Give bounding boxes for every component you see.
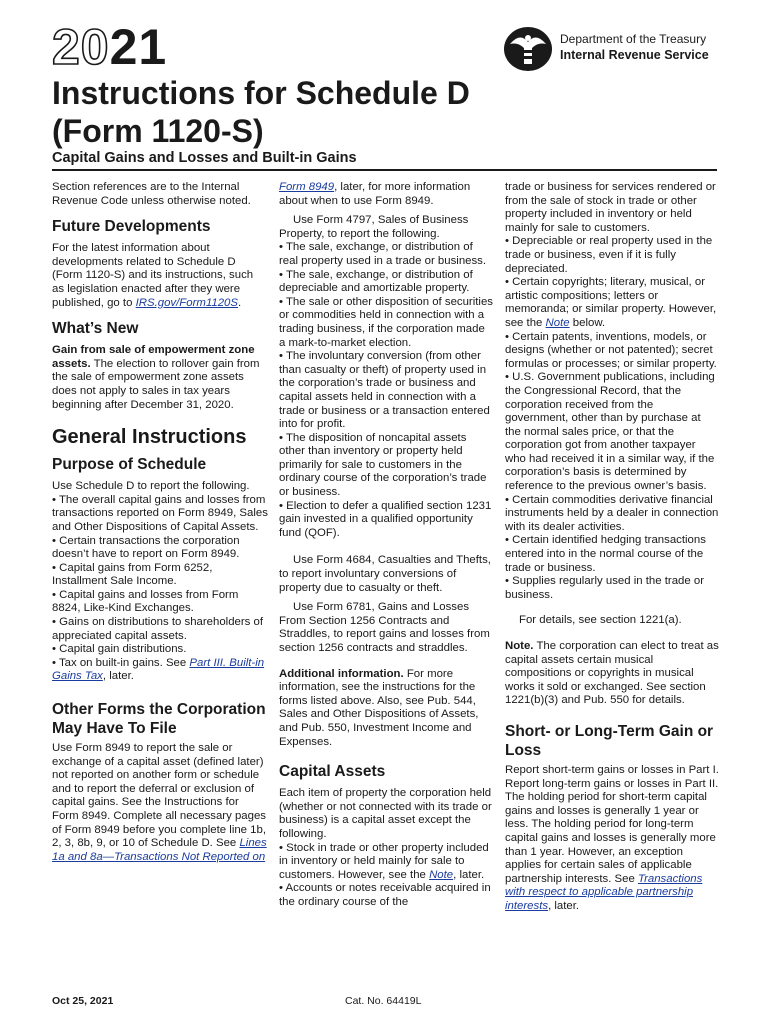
other-forms-body: Use Form 8949 to report the sale or exchange of a capital asset (defined later) not reported on another form or schedule and to report the deferral or exclusion of capital gains. See the Instructions for Form 8949. Complete all necessary pages of Form 8949 before you complete line 1b, 2, 3, 8b, 9, or 10 of Schedule D. See <box>52 742 267 850</box>
list-item: • Certain patents, inventions, models, or designs (whether or not patented); secret formulas or processes; or similar property. <box>505 330 717 370</box>
whats-new-heading: What’s New <box>52 320 139 338</box>
list-item: • Certain transactions the corporation doesn’t have to report on Form 8949. <box>52 534 240 561</box>
note-text: The corporation can elect to treat as capital assets certain musical compositions or copyrights in musical works it sold or exchanged. See section 1221(b)(3) and Pub. 550 for details. <box>505 640 719 707</box>
note-link[interactable]: Note <box>545 316 570 329</box>
list-item: • Capital gain distributions. <box>52 643 187 656</box>
year-outline: 20 <box>52 19 110 75</box>
other-forms-heading: Other Forms the Corporation May Have To File <box>52 701 266 738</box>
form-year <box>52 19 168 75</box>
list-item: • Certain identified hedging transactions entered into in the normal course of the trade or business. <box>505 534 706 574</box>
short-long-term-text <box>505 764 719 914</box>
title-rule-divider <box>52 169 717 171</box>
details-paragraph: For details, see section 1221(a). <box>519 614 682 627</box>
form-8949-paragraph <box>279 181 493 208</box>
title-line-2: (Form 1120-S) <box>52 113 264 149</box>
list-item: • Election to defer a qualified section 1231 gain invested in a qualified opportunity fund (QOF). <box>279 499 492 539</box>
column-2 <box>279 181 493 910</box>
copyrights-text: • Certain copyrights; literary, musical, or artistic compositions; letters or memoranda; or similar property. However, see the <box>505 276 717 329</box>
lines-1a-8a-link[interactable]: Lines 1a and 8a—Transactions Not Reported on <box>52 837 267 863</box>
short-long-term-heading: Short- or Long-Term Gain or Loss <box>505 722 714 759</box>
list-item <box>52 657 268 684</box>
empowerment-zone-paragraph <box>52 344 268 412</box>
additional-information-label: Additional information. <box>279 667 404 680</box>
future-developments-heading: Future Developments <box>52 218 211 236</box>
future-developments-text: For the latest information about developments related to Schedule D (Form 1120-S) and its instructions, such as legislation enacted after they were published, go to IRS.gov/Form1120S. <box>52 242 254 309</box>
footer-date: Oct 25, 2021 <box>52 995 114 1007</box>
list-item: • The overall capital gains and losses from transactions reported on Form 8949, Sales and Other Dispositions of Capital Assets. <box>52 493 268 533</box>
general-instructions-heading: General Instructions <box>52 426 247 449</box>
form-4797-paragraph: Use Form 4797, Sales of Business Property, to report the following. <box>279 214 469 240</box>
partnership-interests-link[interactable]: Transactions with respect to applicable partnership interests <box>505 872 703 912</box>
purpose-of-schedule-heading: Purpose of Schedule <box>52 456 207 474</box>
built-in-gains-tax-link[interactable]: Part III. Built-in Gains Tax <box>52 656 265 683</box>
empowerment-zone-text: The election to rollover gain from the sale of empowerment zone assets does not apply to sales in tax years beginning after December 31, 2020. <box>52 357 260 411</box>
section-reference-note: Section references are to the Internal Revenue Code unless otherwise noted. <box>52 181 251 207</box>
document-title <box>52 74 470 150</box>
list-item: • U.S. Government publications, including the Congressional Record, that the corporation received from the government, other than by purchase at the normal sales price, or that the corporation got from another taxpayer who had received it in a similar way, if the corporation’s basis is determined by reference to the previous owner’s basis. <box>505 371 715 493</box>
list-item: • Accounts or notes receivable acquired in the ordinary course of the <box>279 882 491 908</box>
copyrights-end: below. <box>572 316 606 329</box>
form-8949-text: , later, for more information about when to use Form 8949. <box>279 181 471 207</box>
list-item: • Certain commodities derivative financial instruments held by a dealer in connection with its dealer activities. <box>505 493 719 533</box>
continued-paragraph: trade or business for services rendered or from the sale of stock in trade or other property included in inventory or held mainly for sale to customers. <box>505 181 716 234</box>
column-3 <box>505 181 719 914</box>
stock-in-trade-text: • Stock in trade or other property included in inventory or held mainly for sale to customers. However, see the <box>279 841 489 881</box>
short-long-end: , later. <box>548 899 580 912</box>
list-item: • The sale, exchange, or distribution of depreciable and amortizable property. <box>279 268 473 295</box>
list-item <box>505 276 719 330</box>
capital-assets-heading: Capital Assets <box>279 763 386 781</box>
department-name: Department of the Treasury <box>560 32 707 46</box>
short-long-body: Report short-term gains or losses in Part I. Report long-term gains or losses in Part II. The holding period for short-term capital gains and losses is generally 1 year or less. The holding period for long-term capital gains and losses is generally more than 1 year. However, an exception applies for certain sales of applicable partnership interests. See <box>505 763 719 885</box>
built-in-gains-end: , later. <box>102 670 134 683</box>
purpose-text: Use Schedule D to report the following. <box>52 480 250 493</box>
list-item: • The sale, exchange, or distribution of real property used in a trade or business. <box>279 241 487 267</box>
title-line-1: Instructions for Schedule D <box>52 75 470 111</box>
note-label: Note. <box>505 640 534 652</box>
empowerment-zone-label: Gain from sale of empowerment zone assets. <box>52 344 255 370</box>
additional-information-text: For more information, see the instructions for the forms listed above. Also, see Pub. 544, Sales and Other Dispositions of Assets, and Pub. 550, Investment Income and Expenses. <box>279 667 479 748</box>
capital-assets-text: Each item of property the corporation held (whether or not connected with its trade or business) is a capital asset except the following. <box>279 787 492 840</box>
future-text: For the latest information about developments related to Schedule D (Form 1120-S) and its instructions, such as legislation enacted after they were published, go to <box>52 242 254 309</box>
irs-eagle-logo-icon <box>502 24 554 74</box>
list-item: • The sale or other disposition of securities or commodities held in connection with a trading business, if the corporation made a mark-to-market election. <box>279 295 493 349</box>
stock-in-trade-end: , later. <box>453 868 485 881</box>
note-link[interactable]: Note <box>429 868 454 881</box>
form-4684-paragraph: Use Form 4684, Casualties and Thefts, to report involuntary conversions of property due to casualty or theft. <box>279 554 491 594</box>
built-in-gains-text: • Tax on built-in gains. See <box>52 656 187 669</box>
agency-name: Internal Revenue Service <box>560 48 709 62</box>
list-item: • Capital gains from Form 6252, Installment Sale Income. <box>52 561 213 588</box>
form-6781-paragraph: Use Form 6781, Gains and Losses From Section 1256 Contracts and Straddles, to report gains and losses from section 1256 contracts and straddles. <box>279 601 490 654</box>
other-forms-text <box>52 742 268 864</box>
list-item: • The disposition of noncapital assets other than inventory or property held primarily for sale to customers in the ordinary course of the corporation’s trade or business. <box>279 431 487 499</box>
year-solid: 21 <box>109 19 168 75</box>
list-item: • The involuntary conversion (from other than casualty or theft) of property used in the corporation’s trade or business and capital assets held in connection with a trade or business or a transaction entered into for profit. <box>279 350 490 431</box>
list-item <box>279 842 493 883</box>
list-item: • Supplies regularly used in the trade or business. <box>505 575 705 601</box>
column-1 <box>52 181 268 864</box>
irs-form1120s-link[interactable]: IRS.gov/Form1120S <box>135 296 238 309</box>
document-subtitle: Capital Gains and Losses and Built-in Gains <box>52 150 357 166</box>
additional-information-paragraph <box>279 668 493 750</box>
form-8949-link[interactable]: Form 8949 <box>279 181 335 193</box>
note-paragraph <box>505 640 719 708</box>
list-item: • Depreciable or real property used in the trade or business, even if it is fully depreciated. <box>505 235 713 275</box>
footer-catalog-number: Cat. No. 64419L <box>345 995 422 1007</box>
list-item: • Capital gains and losses from Form 8824, Like-Kind Exchanges. <box>52 588 239 615</box>
list-item: • Gains on distributions to shareholders of appreciated capital assets. <box>52 616 264 642</box>
